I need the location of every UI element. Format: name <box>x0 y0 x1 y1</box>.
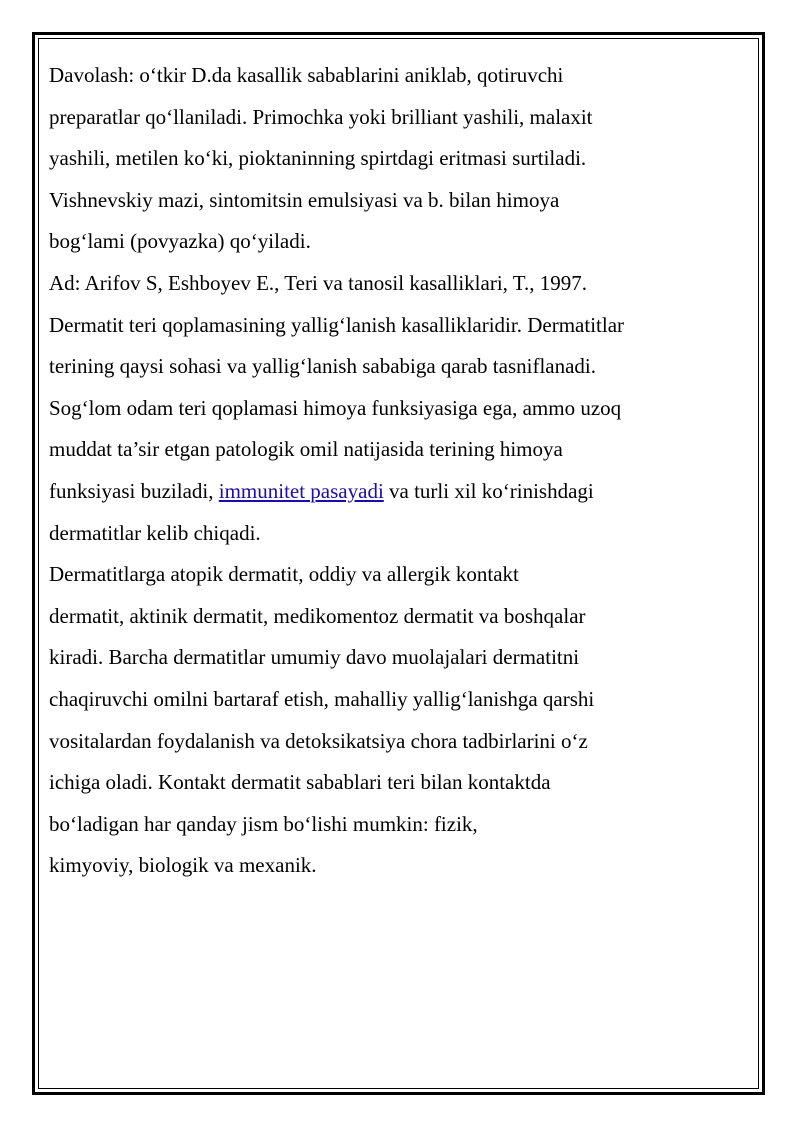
text-segment: va turli xil ko‘rinishdagi <box>383 478 594 503</box>
text-line: kimyoviy, biologik va mexanik. <box>49 853 317 878</box>
text-line: Sog‘lom odam teri qoplamasi himoya funksiyasiga ega, ammo uzoq <box>49 395 622 420</box>
text-line: bo‘ladigan har qanday jism bo‘lishi mumkin: fizik, <box>49 811 478 836</box>
reference-line: Ad: Arifov S, Eshboyev E., Teri va tanosil kasalliklari, T., 1997. <box>49 270 588 295</box>
text-line: terining qaysi sohasi va yallig‘lanish sababiga qarab tasniflanadi. <box>49 354 597 379</box>
text-line: ichiga oladi. Kontakt dermatit sabablari teri bilan kontaktda <box>49 770 551 795</box>
text-line: Davolash: o‘tkir D.da kasallik sabablarini aniklab, qotiruvchi <box>49 63 564 87</box>
text-line: preparatlar qo‘llaniladi. Primochka yoki brilliant yashili, malaxit <box>49 104 593 129</box>
text-segment: funksiyasi buziladi, <box>49 478 219 503</box>
text-line: kiradi. Barcha dermatitlar umumiy davo muolajalari dermatitni <box>49 645 580 670</box>
document-body <box>49 55 749 887</box>
text-line: Vishnevskiy mazi, sintomitsin emulsiyasi va b. bilan himoya <box>49 187 560 212</box>
text-line: Dermatitlarga atopik dermatit, oddiy va allergik kontakt <box>49 562 519 587</box>
immunitet-pasayadi-link[interactable]: immunitet pasayadi <box>218 478 384 503</box>
text-line: dermatit, aktinik dermatit, medikomentoz dermatit va boshqalar <box>49 603 586 628</box>
text-line: Dermatit teri qoplamasining yallig‘lanish kasalliklaridir. Dermatitlar <box>49 312 625 337</box>
text-line: chaqiruvchi omilni bartaraf etish, mahalliy yallig‘lanishga qarshi <box>49 686 595 711</box>
text-line: muddat ta’sir etgan patologik omil natijasida terining himoya <box>49 437 563 462</box>
text-line: yashili, metilen ko‘ki, pioktaninning spirtdagi eritmasi surtiladi. <box>49 146 587 171</box>
text-line: dermatitlar kelib chiqadi. <box>49 520 261 545</box>
text-line: bog‘lami (povyazka) qo‘yiladi. <box>49 229 311 254</box>
text-line: vositalardan foydalanish va detoksikatsiya chora tadbirlarini o‘z <box>49 728 588 753</box>
text-line-with-link <box>49 471 749 513</box>
